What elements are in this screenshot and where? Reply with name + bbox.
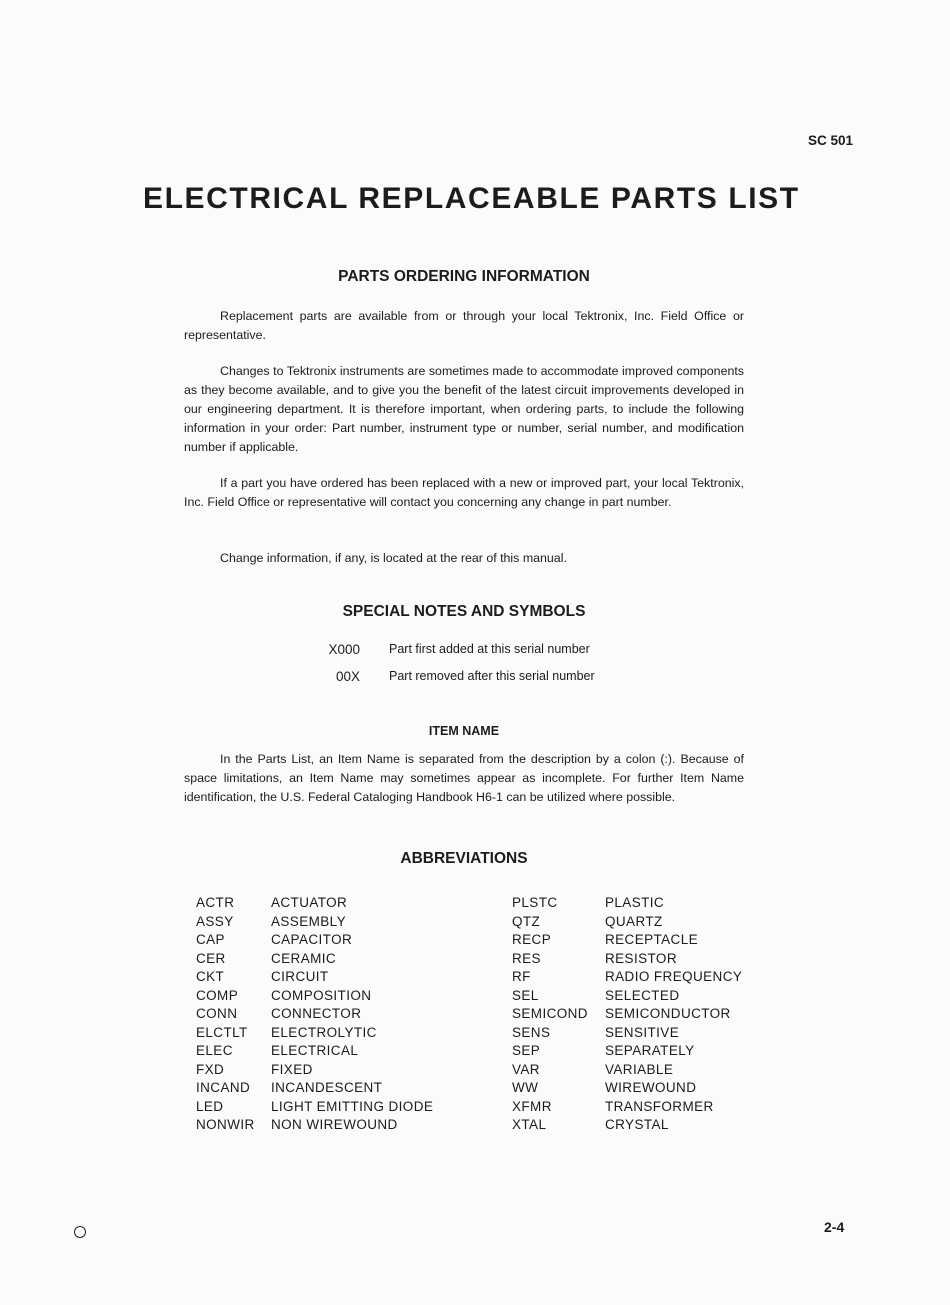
- abbreviation-meaning: CIRCUIT: [271, 969, 329, 984]
- abbreviation-row: [512, 1025, 772, 1044]
- ordering-paragraph-3: If a part you have ordered has been replaced with a new or improved part, your local Tektronix, Inc. Field Office or representative will contact you concerning any change in part number.: [184, 476, 744, 509]
- symbol-code: X000: [328, 642, 360, 657]
- special-notes-heading: SPECIAL NOTES AND SYMBOLS: [342, 603, 586, 620]
- abbreviation-row: [512, 1099, 772, 1118]
- abbreviation-meaning: CAPACITOR: [271, 932, 353, 947]
- abbreviation-code: FXD: [196, 1061, 225, 1077]
- abbreviation-row: [196, 1099, 456, 1118]
- abbreviation-row: [512, 951, 772, 970]
- abbreviation-code: RF: [512, 969, 531, 984]
- abbreviation-meaning: RADIO FREQUENCY: [605, 969, 743, 984]
- parts-ordering-heading: PARTS ORDERING INFORMATION: [338, 268, 590, 285]
- ordering-paragraph-1: Replacement parts are available from or through your local Tektronix, Inc. Field Office or representative.: [184, 309, 744, 342]
- abbreviation-row: [196, 932, 456, 951]
- abbreviation-code: CAP: [196, 932, 225, 947]
- abbreviation-row: [196, 988, 456, 1007]
- abbreviation-meaning: CONNECTOR: [271, 1006, 362, 1021]
- abbreviation-row: [512, 932, 772, 951]
- item-name-paragraph: In the Parts List, an Item Name is separated from the description by a colon (:). Because of space limitations, an Item Name may sometimes appear as incomplete. For further Item Name identification, the U.S. Federal Cataloging Handbook H6-1 can be utilized where possible.: [184, 752, 744, 804]
- abbreviation-row: [512, 895, 772, 914]
- abbreviation-row: [196, 1006, 456, 1025]
- symbol-code: 00X: [335, 669, 360, 684]
- abbreviation-meaning: NON WIREWOUND: [271, 1117, 398, 1132]
- abbreviation-meaning: SENSITIVE: [605, 1024, 680, 1040]
- abbreviation-meaning: ACTUATOR: [271, 895, 348, 910]
- model-number: SC 501: [808, 133, 854, 148]
- abbreviation-code: ELCTLT: [196, 1024, 248, 1040]
- abbreviation-code: SENS: [512, 1024, 551, 1040]
- abbreviation-meaning: CERAMIC: [271, 950, 337, 966]
- symbol-description: Part first added at this serial number: [389, 642, 590, 656]
- abbreviation-row: [512, 1043, 772, 1062]
- item-name-heading: ITEM NAME: [428, 724, 500, 738]
- abbreviation-meaning: WIREWOUND: [605, 1080, 697, 1095]
- abbreviation-code: WW: [512, 1080, 539, 1095]
- abbreviation-meaning: TRANSFORMER: [605, 1098, 714, 1114]
- abbreviation-meaning: SELECTED: [605, 987, 680, 1003]
- abbreviation-code: PLSTC: [512, 895, 558, 910]
- abbreviation-code: CONN: [196, 1006, 238, 1021]
- abbreviation-code: XTAL: [512, 1117, 547, 1132]
- page-title: ELECTRICAL REPLACEABLE PARTS LIST: [143, 182, 800, 215]
- abbreviation-meaning: COMPOSITION: [271, 987, 372, 1003]
- abbreviation-code: ASSY: [196, 913, 234, 929]
- abbreviation-meaning: INCANDESCENT: [271, 1080, 383, 1095]
- abbreviation-row: [196, 1062, 456, 1081]
- abbreviation-meaning: SEPARATELY: [605, 1043, 695, 1058]
- abbreviation-code: CKT: [196, 969, 225, 984]
- abbreviations-right-column: [512, 895, 772, 1136]
- abbreviation-row: [196, 951, 456, 970]
- abbreviation-meaning: FIXED: [271, 1061, 313, 1077]
- abbreviation-code: VAR: [512, 1061, 540, 1077]
- abbreviation-code: SEP: [512, 1043, 541, 1058]
- abbreviation-meaning: ELECTROLYTIC: [271, 1024, 377, 1040]
- abbreviation-code: INCAND: [196, 1080, 251, 1095]
- abbreviation-row: [512, 969, 772, 988]
- abbreviation-row: [512, 1117, 772, 1136]
- abbreviation-meaning: ASSEMBLY: [271, 913, 346, 929]
- abbreviation-row: [512, 1080, 772, 1099]
- abbreviation-code: SEMICOND: [512, 1006, 588, 1021]
- abbreviation-meaning: LIGHT EMITTING DIODE: [271, 1098, 434, 1114]
- abbreviation-meaning: QUARTZ: [605, 913, 663, 929]
- symbol-description: Part removed after this serial number: [389, 669, 595, 683]
- abbreviation-row: [512, 988, 772, 1007]
- abbreviation-code: RECP: [512, 932, 552, 947]
- ordering-paragraph-2: Changes to Tektronix instruments are sometimes made to accommodate improved components as they become available, and to give you the benefit of the latest circuit improvements developed in our engineering department. It is therefore important, when ordering parts, to include the following information in your order: Part number, instrument type or number, serial number, and modification number if applicable.: [184, 364, 744, 454]
- abbreviation-code: COMP: [196, 987, 239, 1003]
- abbreviation-code: LED: [196, 1098, 224, 1114]
- abbreviation-row: [196, 969, 456, 988]
- abbreviation-meaning: VARIABLE: [605, 1061, 674, 1077]
- abbreviation-row: [512, 1006, 772, 1025]
- abbreviation-row: [512, 914, 772, 933]
- abbreviation-meaning: RECEPTACLE: [605, 932, 699, 947]
- abbreviation-row: [196, 1043, 456, 1062]
- abbreviation-code: SEL: [512, 987, 539, 1003]
- abbreviations-left-column: [196, 895, 456, 1136]
- ordering-paragraph-4: Change information, if any, is located at the rear of this manual.: [220, 551, 567, 565]
- abbreviation-code: QTZ: [512, 913, 541, 929]
- abbreviation-meaning: CRYSTAL: [605, 1117, 669, 1132]
- abbreviation-code: NONWIR: [196, 1117, 255, 1132]
- abbreviation-row: [196, 914, 456, 933]
- abbreviation-row: [512, 1062, 772, 1081]
- abbreviation-row: [196, 1117, 456, 1136]
- abbreviation-meaning: RESISTOR: [605, 950, 677, 966]
- abbreviation-row: [196, 1080, 456, 1099]
- page-number: 2-4: [824, 1219, 845, 1235]
- abbreviation-code: ACTR: [196, 895, 235, 910]
- abbreviation-code: XFMR: [512, 1098, 552, 1114]
- abbreviation-code: RES: [512, 950, 541, 966]
- revision-mark-icon: [74, 1226, 86, 1238]
- abbreviation-meaning: PLASTIC: [605, 895, 665, 910]
- abbreviation-code: ELEC: [196, 1043, 233, 1058]
- abbreviation-meaning: ELECTRICAL: [271, 1043, 359, 1058]
- abbreviation-code: CER: [196, 950, 226, 966]
- abbreviation-meaning: SEMICONDUCTOR: [605, 1006, 731, 1021]
- abbreviation-row: [196, 895, 456, 914]
- abbreviations-heading: ABBREVIATIONS: [400, 850, 528, 867]
- abbreviation-row: [196, 1025, 456, 1044]
